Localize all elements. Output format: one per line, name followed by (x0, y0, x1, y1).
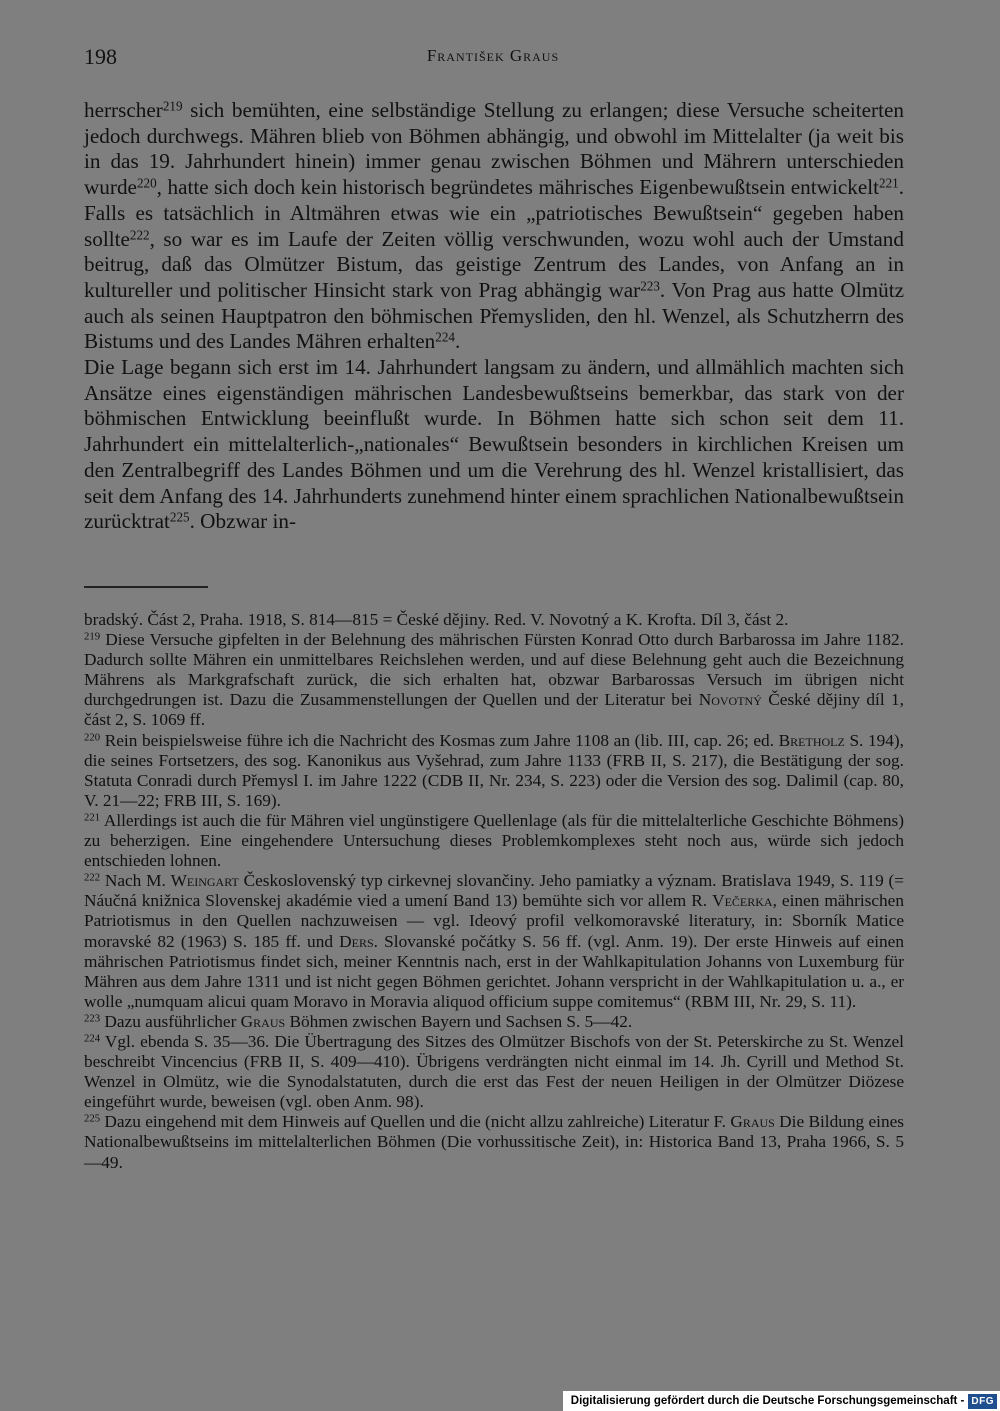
text-run: S. 194), die seines Fortsetzers, des sog. Kanonikus aus Vyšehrad, zum Jahre 1133 (FRB II, S. 217), die Bestätigung der sog. Statuta Conradi durch Přemysl I. im Jahre 1222 (CDB II, Nr. 234, S. 223) oder die Version des sog. Dalimil (cap. 80, V. 21—22; FRB III, S. 169). (84, 730, 905, 810)
main-text (84, 98, 904, 535)
footnote-ref: 225 (169, 509, 190, 525)
text-run: Dazu ausführlicher (100, 1011, 241, 1031)
text-run: České dějiny díl 1, část 2, S. 1069 ff. (84, 690, 904, 730)
footnote-225 (84, 1112, 904, 1172)
author-name: Bretholz (778, 730, 845, 750)
footnote-219 (84, 630, 904, 730)
footer-text: Digitalisierung gefördert durch die Deutsche Forschungsgemeinschaft - (570, 1395, 965, 1407)
footnote-ref: 222 (129, 226, 150, 242)
author-name: Novotný (698, 690, 762, 710)
footnote-ref: 223 (640, 278, 660, 294)
footnote-ref: 225 (84, 1112, 101, 1125)
text-run: Böhmen zwischen Bayern und Sachsen S. 5—42. (285, 1011, 633, 1031)
author-name: Graus (730, 1112, 775, 1132)
footnote-ref: 221 (84, 811, 101, 824)
paragraph-2 (84, 355, 904, 535)
paragraph-1 (84, 98, 904, 355)
footnote-continuation (84, 610, 904, 630)
text-run: Die Lage begann sich erst im 14. Jahrhundert langsam zu ändern, und allmählich machten sich Ansätze eines eigenständigen mährischen Landesbewußtseins bemerkbar, das stark von der böhmischen Entwicklung beeinflußt wurde. In Böhmen hatte sich schon seit dem 11. Jahrhundert ein mittelalterlich-„nationales“ Bewußtsein besonders in kirchlichen Kreisen um den Zentralbegriff des Landes Böhmen und um die Verehrung des hl. Wenzel kristallisiert, das seit dem Anfang des 14. Jahrhunderts zunehmend hinter einem sprachlichen Nationalbewußtsein zurücktrat (84, 355, 904, 534)
author-name: Ders. (339, 931, 378, 951)
footnote-223 (84, 1012, 904, 1032)
footnotes (84, 610, 904, 1173)
footnote-separator (84, 586, 208, 588)
text-run: Dazu eingehend mit dem Hinweis auf Quellen und die (nicht allzu zahlreiche) Literatur F. (100, 1112, 731, 1132)
text-run: Vgl. ebenda S. 35—36. Die Übertragung des Sitzes des Olmützer Bischofs von der St. Peterskirche zu St. Wenzel beschreibt Vincencius (FRB II, S. 409—410). Übrigens verdrängten nicht einmal im 14. Jh. Cyrill und Method St. Wenzel in Olmütz, wie die Synodalstatuten, durch die erst das Fest der neuen Heiligen in der Olmützer Diözese eingeführt wurde, beweisen (vgl. oben Anm. 98). (84, 1031, 904, 1112)
digitization-footer (563, 1391, 1000, 1411)
running-head-author: František Graus (426, 46, 560, 65)
text-run: , so war es im Laufe der Zeiten völlig verschwunden, wozu wohl auch der Umstand beitrug, daß das Olmützer Bistum, das geistige Zentrum des Landes, von Anfang an in kultureller und politischer Hinsicht stark von Prag abhängig war (84, 226, 904, 302)
footnote-ref: 224 (84, 1032, 101, 1045)
footnote-221 (84, 811, 904, 871)
text-run: Diese Versuche gipfelten in der Belehnung des mährischen Fürsten Konrad Otto durch Barbarossa im Jahre 1182. Dadurch sollte Mähren ein unmittelbares Reichslehen werden, und auf diese Belehnung geht auch die Bezeichnung Mährens als Markgrafschaft zurück, die sich erhalten hat, obzwar Barbarossas Versuch im übrigen nicht durchgedrungen ist. Dazu die Zusammenstellungen der Quellen und der Literatur bei (84, 630, 904, 710)
footnote-ref: 219 (162, 98, 183, 114)
footnote-ref: 222 (84, 871, 101, 884)
page-number: 198 (84, 44, 117, 69)
footnote-ref: 224 (435, 329, 455, 345)
text-run: Allerdings ist auch die für Mähren viel ungünstigere Quellenlage (als für die mittelalterliche Geschichte Böhmens) zu beherzigen. Eine eingehendere Untersuchung dieses Problemkomplexes steht noch aus, würde sich jedoch entschieden lohnen. (84, 810, 904, 871)
running-header (84, 44, 902, 78)
footnote-ref: 219 (84, 630, 101, 643)
footnote-ref: 223 (84, 1012, 101, 1025)
text-run: herrscher (84, 98, 163, 122)
text-run: Československý typ cirkevnej slovančiny. Jeho pamiatky a význam. Bratislava 1949, S. 119 (= Náučná knižnica Slovenskej akadémie vied a umení Band 13) bemühte sich vor allem R. (84, 871, 904, 911)
text-run: Rein beispielsweise führe ich die Nachricht des Kosmas zum Jahre 1108 an (lib. III, cap. 26; ed. (100, 730, 779, 750)
text-run: . Falls es tatsächlich in Altmähren etwas wie ein „patriotisches Bewußtsein“ gegeben haben sollte (84, 175, 904, 251)
footnote-ref: 220 (136, 175, 157, 191)
text-run: Die Bildung eines Nationalbewußtseins im mittelalterlichen Böhmen (Die vorhussitische Zeit), in: Historica Band 13, Praha 1966, S. 5—49. (84, 1112, 904, 1172)
text-run: Nach M. (100, 871, 171, 891)
footnote-222 (84, 871, 904, 1012)
author-name: Večerka (712, 891, 773, 911)
text-run: Slovanské počátky S. 56 ff. (vgl. Anm. 19). Der erste Hinweis auf einen mährischen Patriotismus findet sich, meiner Kenntnis nach, erst in der Wahlkapitulation Johanns von Luxemburg für Mähren aus dem Jahre 1311 und ist nicht gegen Böhmen gerichtet. Johann verspricht in der Wahlkapitulation u. a., er wolle „numquam alicui quam Moravo in Moravia aliquod officium suppe comitemus“ (RBM III, Nr. 29, S. 11). (84, 931, 904, 1011)
author-name: Graus (240, 1011, 286, 1031)
text-run: , hatte sich doch kein historisch begründetes mährisches Eigenbewußtsein entwickelt (156, 175, 880, 200)
text-run: bradský. Část 2, Praha. 1918, S. 814—815 = České dějiny. Red. V. Novotný a K. Krofta. Díl 3, část 2. (84, 610, 789, 629)
footnote-220 (84, 731, 904, 811)
footnote-ref: 221 (879, 175, 899, 191)
author-name: Weingart (170, 871, 239, 891)
dfg-logo: DFG (968, 1394, 997, 1409)
text-run: , einen mährischen Patriotismus in den Quellen nachzuweisen — vgl. Ideový profil velkomoravské literatury, in: Sborník Matice moravské 82 (1963) S. 185 ff. und (84, 891, 904, 951)
footnote-224 (84, 1032, 904, 1112)
text-run: . Von Prag aus hatte Olmütz auch als seinen Hauptpatron den böhmischen Přemysliden, den hl. Wenzel, als Schutzherrn des Bistums und des Landes Mähren erhalten (84, 277, 904, 354)
text-run: . (454, 329, 461, 354)
text-run: . Obzwar in- (189, 509, 297, 534)
footnote-ref: 220 (84, 731, 101, 744)
text-run: sich bemühten, eine selbständige Stellung zu erlangen; diese Versuche scheiterten jedoch durchwegs. Mähren blieb von Böhmen abhängig, und obwohl im Mittelalter (ja weit bis in das 19. Jahrhundert hinein) immer genau zwischen Böhmen und Mährern unterschieden wurde (84, 98, 904, 200)
